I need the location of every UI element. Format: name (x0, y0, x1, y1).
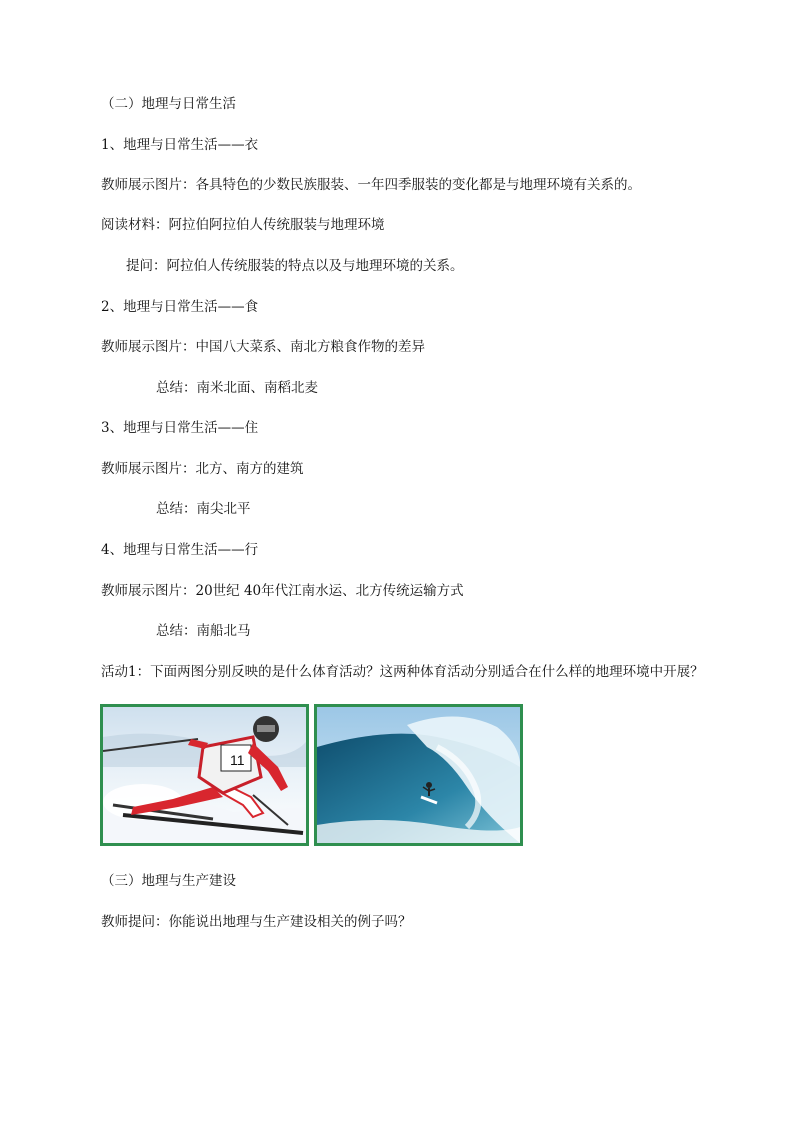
travel-teacher-text: 教师展示图片：20世纪 40年代江南水运、北方传统运输方式 (101, 583, 464, 599)
surfer-illustration (317, 707, 520, 843)
activity-text: 活动1：下面两图分别反映的是什么体育活动？这两种体育活动分别适合在什么样的地理环境中开展？ (101, 664, 704, 680)
travel-title: 4、地理与日常生活——行 (101, 542, 259, 558)
section3-heading: （三）地理与生产建设 (101, 873, 236, 889)
section3-question-text: 教师提问：你能说出地理与生产建设相关的例子吗？ (101, 914, 412, 930)
food-summary-text: 总结：南米北面、南稻北麦 (156, 380, 318, 396)
skier-photo (100, 704, 309, 846)
housing-summary-text: 总结：南尖北平 (156, 501, 251, 517)
clothing-teacher-text: 教师展示图片：各具特色的少数民族服装、一年四季服装的变化都是与地理环境有关系的。 (101, 177, 641, 193)
skier-bib-number: 11 (230, 752, 245, 768)
clothing-question-text: 提问：阿拉伯人传统服装的特点以及与地理环境的关系。 (126, 258, 464, 274)
clothing-title: 1、地理与日常生活——衣 (101, 137, 259, 153)
section2-heading: （二）地理与日常生活 (101, 96, 236, 112)
housing-title: 3、地理与日常生活——住 (101, 420, 259, 436)
food-teacher-text: 教师展示图片：中国八大菜系、南北方粮食作物的差异 (101, 339, 425, 355)
travel-summary-text: 总结：南船北马 (156, 623, 251, 639)
surfer-photo (314, 704, 523, 846)
clothing-reading-text: 阅读材料：阿拉伯阿拉伯人传统服装与地理环境 (101, 217, 385, 233)
skier-illustration (103, 707, 306, 843)
housing-teacher-text: 教师展示图片：北方、南方的建筑 (101, 461, 304, 477)
food-title: 2、地理与日常生活——食 (101, 299, 259, 315)
